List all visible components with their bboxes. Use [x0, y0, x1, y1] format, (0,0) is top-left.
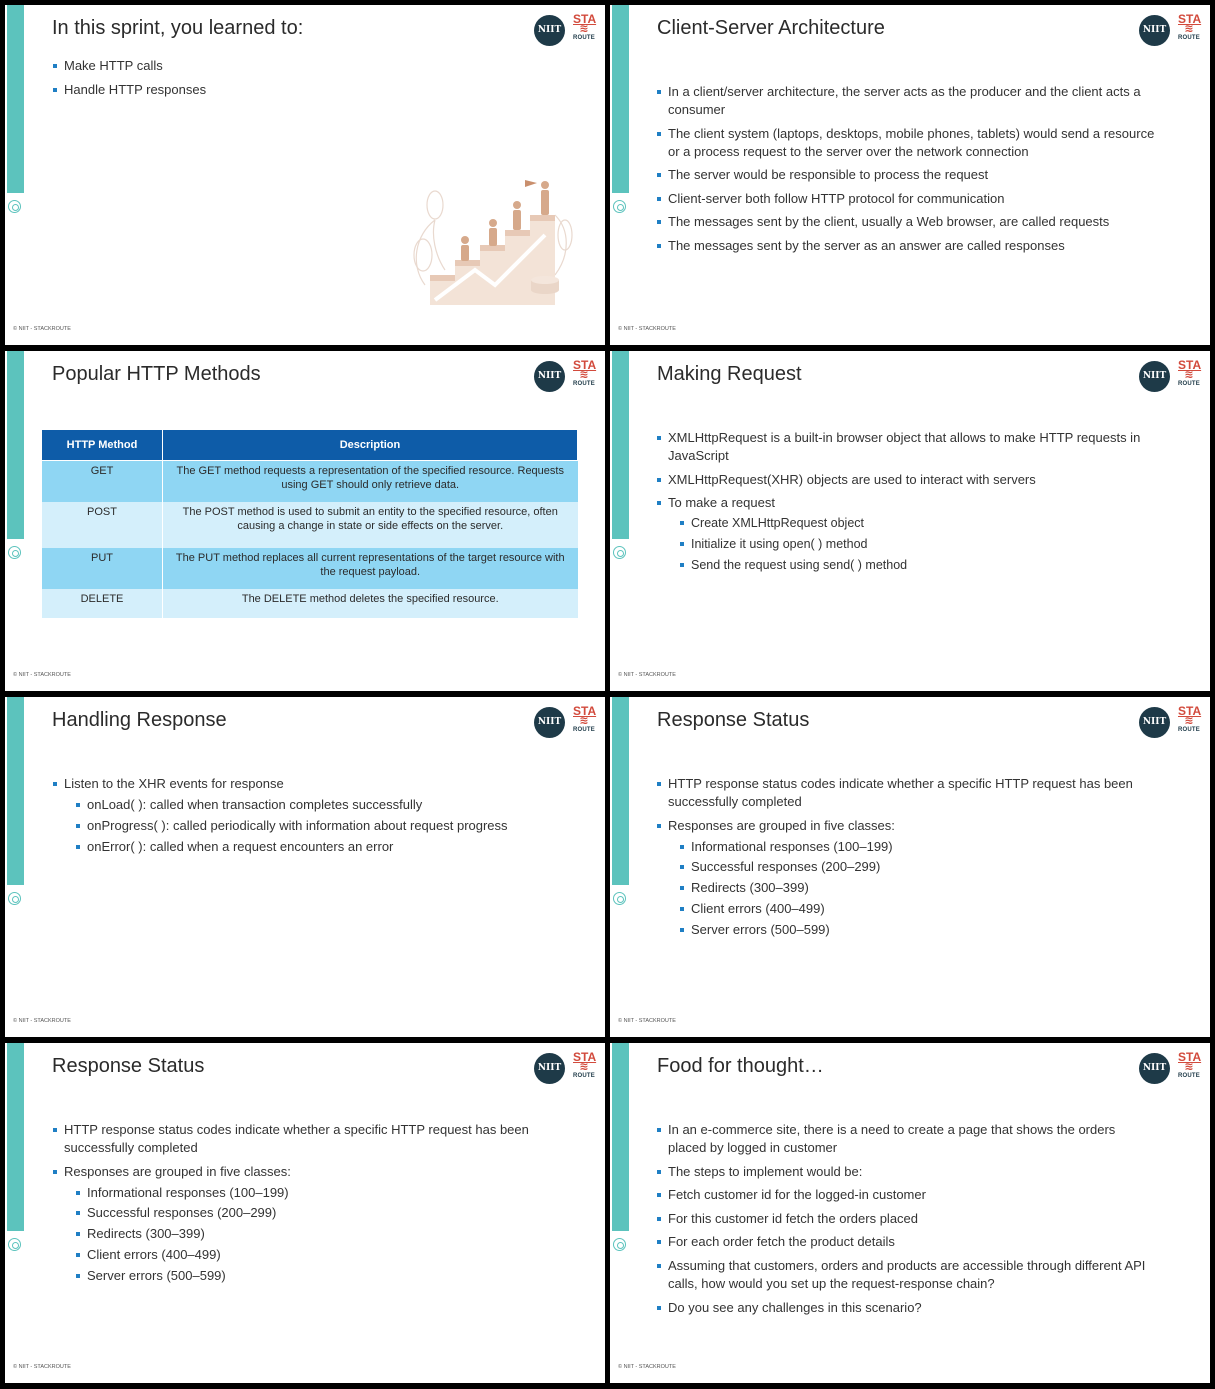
niit-logo: NIIT [534, 15, 565, 46]
target-icon [613, 200, 626, 213]
description-cell: The PUT method replaces all current representations of the target resource with the request payload. [163, 548, 578, 589]
niit-logo: NIIT [1139, 361, 1170, 392]
bullet: Do you see any challenges in this scenario? [657, 1299, 1157, 1317]
bullet-list [657, 429, 1167, 577]
sub-bullet: Client errors (400–499) [680, 900, 1167, 918]
stackroute-logo: STA ≋ ROUTE [1178, 704, 1202, 733]
accent-bar [612, 351, 629, 539]
accent-bar [7, 5, 24, 193]
niit-logo: NIIT [1139, 15, 1170, 46]
sub-bullet: Informational responses (100–199) [76, 1184, 563, 1202]
sub-bullet: Successful responses (200–299) [680, 858, 1167, 876]
slide-title: Handling Response [52, 709, 227, 731]
sub-bullet: Server errors (500–599) [680, 921, 1167, 939]
accent-bar [7, 697, 24, 885]
target-icon [613, 1238, 626, 1251]
bullet: For each order fetch the product details [657, 1233, 1157, 1251]
bullet-list [53, 1121, 563, 1288]
slide-title: Food for thought… [657, 1055, 824, 1077]
slide-5 [5, 697, 605, 1037]
sub-bullet: Create XMLHttpRequest object [680, 514, 1167, 532]
bullet: The messages sent by the client, usually a Web browser, are called requests [657, 213, 1157, 231]
table-row [42, 589, 578, 618]
bullet: HTTP response status codes indicate whether a specific HTTP request has been successfully completed [53, 1121, 563, 1157]
method-cell: PUT [42, 548, 163, 589]
slide-8 [610, 1043, 1210, 1383]
stackroute-logo: STA ≋ ROUTE [573, 704, 597, 733]
accent-bar [612, 697, 629, 885]
stackroute-logo: STA ≋ ROUTE [573, 12, 597, 41]
bullet: XMLHttpRequest is a built-in browser object that allows to make HTTP requests in JavaScript [657, 429, 1167, 465]
niit-logo: NIIT [534, 1053, 565, 1084]
sub-bullet: Successful responses (200–299) [76, 1204, 563, 1222]
target-icon [8, 892, 21, 905]
sub-bullet: Client errors (400–499) [76, 1246, 563, 1264]
table-header: Description [163, 430, 578, 461]
sub-bullet: onProgress( ): called periodically with information about request progress [76, 817, 573, 835]
slide-7 [5, 1043, 605, 1383]
target-icon [8, 1238, 21, 1251]
slide-title: Client-Server Architecture [657, 17, 885, 39]
niit-logo: NIIT [534, 707, 565, 738]
copyright-footer: © NIIT - STACKROUTE [13, 1018, 71, 1024]
bullet: Fetch customer id for the logged-in customer [657, 1186, 1157, 1204]
accent-bar [612, 1043, 629, 1231]
slide-3 [5, 351, 605, 691]
method-cell: POST [42, 502, 163, 548]
bullet: The client system (laptops, desktops, mobile phones, tablets) would send a resource or a process request to the server over the network connection [657, 125, 1157, 161]
stackroute-logo: STA ≋ ROUTE [573, 1050, 597, 1079]
bullet-list [657, 775, 1167, 942]
copyright-footer: © NIIT - STACKROUTE [618, 326, 676, 332]
bullet: The messages sent by the server as an answer are called responses [657, 237, 1157, 255]
slide-4 [610, 351, 1210, 691]
bullet: Responses are grouped in five classes: [657, 817, 1167, 835]
table-row [42, 548, 578, 589]
bullet: Handle HTTP responses [53, 81, 553, 99]
niit-logo: NIIT [534, 361, 565, 392]
target-icon [8, 546, 21, 559]
slide-title: Response Status [52, 1055, 205, 1077]
accent-bar [7, 351, 24, 539]
bullet-list [657, 1121, 1157, 1322]
copyright-footer: © NIIT - STACKROUTE [618, 672, 676, 678]
table-row [42, 461, 578, 503]
stackroute-logo: STA ≋ ROUTE [1178, 12, 1202, 41]
sub-bullet: Server errors (500–599) [76, 1267, 563, 1285]
description-cell: The DELETE method deletes the specified resource. [163, 589, 578, 618]
copyright-footer: © NIIT - STACKROUTE [13, 1364, 71, 1370]
copyright-footer: © NIIT - STACKROUTE [13, 326, 71, 332]
bullet-list [53, 775, 573, 858]
slide-2 [610, 5, 1210, 345]
bullet: In an e-commerce site, there is a need to create a page that shows the orders placed by logged in customer [657, 1121, 1157, 1157]
stackroute-logo: STA ≋ ROUTE [1178, 358, 1202, 387]
slide-1 [5, 5, 605, 345]
bullet: For this customer id fetch the orders placed [657, 1210, 1157, 1228]
accent-bar [612, 5, 629, 193]
bullet: The steps to implement would be: [657, 1163, 1157, 1181]
stackroute-logo: STA ≋ ROUTE [573, 358, 597, 387]
bullet: XMLHttpRequest(XHR) objects are used to interact with servers [657, 471, 1167, 489]
slide-6 [610, 697, 1210, 1037]
target-icon [613, 892, 626, 905]
table-header: HTTP Method [42, 430, 163, 461]
copyright-footer: © NIIT - STACKROUTE [618, 1018, 676, 1024]
sub-bullet: Redirects (300–399) [680, 879, 1167, 897]
niit-logo: NIIT [1139, 1053, 1170, 1084]
method-cell: DELETE [42, 589, 163, 618]
bullet-list [53, 57, 553, 104]
bullet: Make HTTP calls [53, 57, 553, 75]
table-row [42, 502, 578, 548]
copyright-footer: © NIIT - STACKROUTE [13, 672, 71, 678]
method-cell: GET [42, 461, 163, 503]
sub-bullet: Send the request using send( ) method [680, 556, 1167, 574]
accent-bar [7, 1043, 24, 1231]
bullet: In a client/server architecture, the server acts as the producer and the client acts a consumer [657, 83, 1157, 119]
bullet: Client-server both follow HTTP protocol for communication [657, 190, 1157, 208]
description-cell: The POST method is used to submit an entity to the specified resource, often causing a change in state or side effects on the server. [163, 502, 578, 548]
bullet-list [657, 83, 1157, 261]
stackroute-logo: STA ≋ ROUTE [1178, 1050, 1202, 1079]
target-icon [613, 546, 626, 559]
sub-bullet: Initialize it using open( ) method [680, 535, 1167, 553]
slide-title: In this sprint, you learned to: [52, 17, 304, 39]
teamwork-stairs-illustration [405, 175, 575, 310]
bullet: To make a request [657, 494, 1167, 512]
http-methods-table [41, 429, 578, 618]
description-cell: The GET method requests a representation of the specified resource. Requests using GET should only retrieve data. [163, 461, 578, 503]
slide-title: Response Status [657, 709, 810, 731]
niit-logo: NIIT [1139, 707, 1170, 738]
target-icon [8, 200, 21, 213]
bullet: Responses are grouped in five classes: [53, 1163, 563, 1181]
bullet: Listen to the XHR events for response [53, 775, 573, 793]
bullet: The server would be responsible to process the request [657, 166, 1157, 184]
bullet: Assuming that customers, orders and products are accessible through different API calls, how would you set up the request-response chain? [657, 1257, 1157, 1293]
sub-bullet: Informational responses (100–199) [680, 838, 1167, 856]
copyright-footer: © NIIT - STACKROUTE [618, 1364, 676, 1370]
sub-bullet: Redirects (300–399) [76, 1225, 563, 1243]
slide-title: Popular HTTP Methods [52, 363, 261, 385]
sub-bullet: onLoad( ): called when transaction completes successfully [76, 796, 573, 814]
sub-bullet: onError( ): called when a request encounters an error [76, 838, 573, 856]
slide-title: Making Request [657, 363, 802, 385]
bullet: HTTP response status codes indicate whether a specific HTTP request has been successfully completed [657, 775, 1167, 811]
